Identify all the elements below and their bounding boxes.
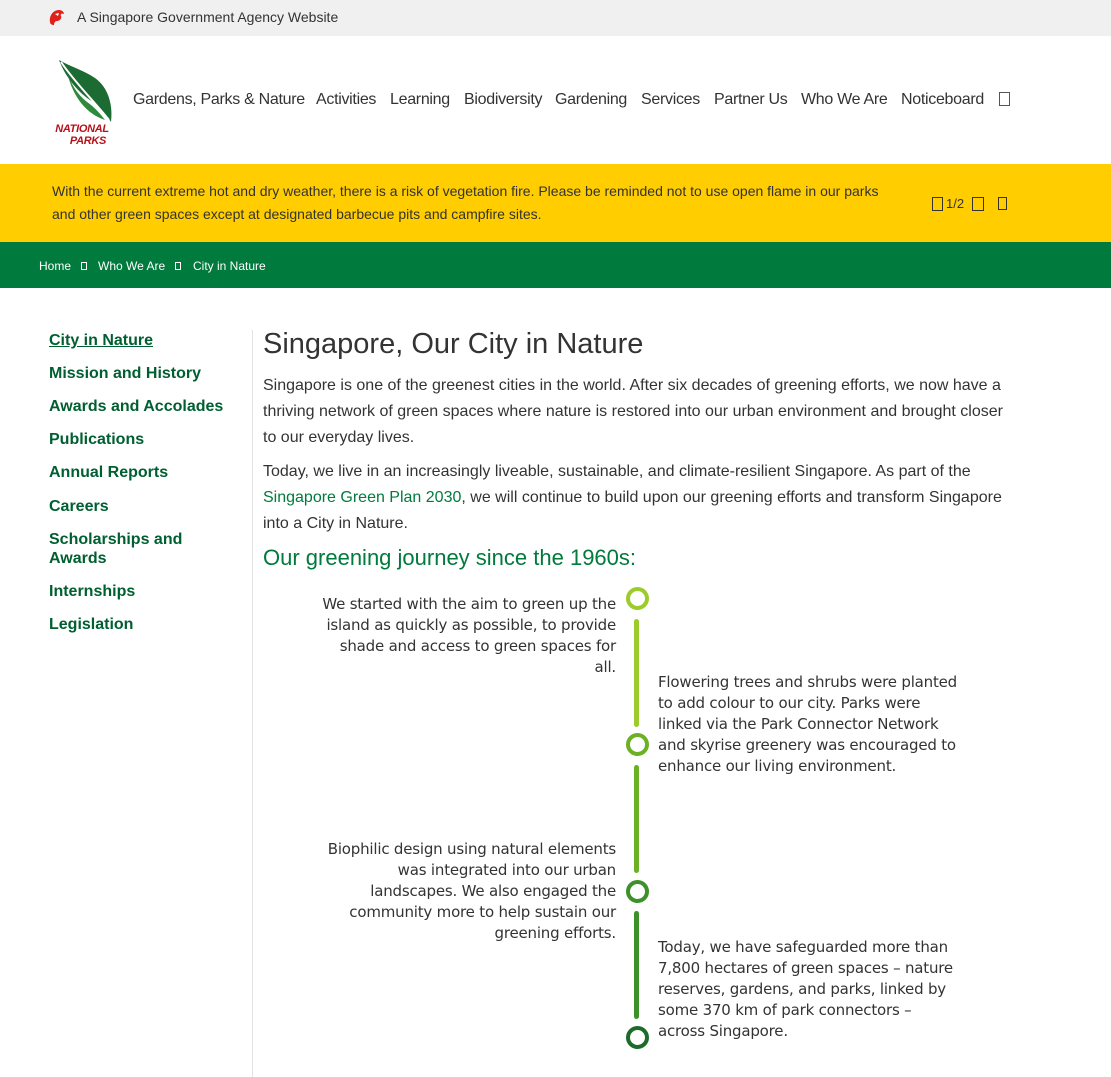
masthead-text: A Singapore Government Agency Website [77, 9, 339, 25]
alert-banner [0, 164, 1111, 242]
logo-text-line1: NATIONAL [55, 123, 109, 135]
breadcrumb-current: City in Nature [193, 259, 266, 273]
sidebar-item-annual-reports[interactable]: Annual Reports [49, 464, 169, 481]
greening-timeline [263, 585, 1011, 1055]
timeline-segment [634, 619, 639, 727]
journey-subtitle: Our greening journey since the 1960s: [263, 545, 637, 570]
intro-paragraph: Singapore is one of the greenest cities in the world. After six decades of greening efforts, we now have a thriving network of green spaces where nature is restored into our urban environment and brought closer to our everyday lives. [263, 377, 1003, 446]
sidebar-item-awards-and-accolades[interactable]: Awards and Accolades [49, 398, 224, 415]
green-plan-link[interactable]: Singapore Green Plan 2030 [263, 489, 462, 506]
breadcrumb-home[interactable]: Home [39, 259, 72, 273]
breadcrumb-who-we-are[interactable]: Who We Are [98, 259, 166, 273]
breadcrumb [0, 242, 1111, 288]
timeline-item-2: Flowering trees and shrubs were planted to add colour to our city. Parks were linked via the Park Connector Network and skyrise greenery was encouraged to enhance our living environment. [658, 673, 957, 775]
government-masthead [0, 0, 1111, 36]
sidebar-item-legislation[interactable]: Legislation [49, 616, 134, 633]
green-plan-paragraph [263, 459, 1008, 537]
logo-text-line2: PARKS [69, 135, 107, 147]
alert-prev-icon[interactable] [932, 197, 943, 211]
search-icon[interactable] [999, 92, 1010, 106]
alert-next-icon[interactable] [972, 197, 984, 211]
alert-counter: 1/2 [946, 196, 965, 211]
lion-head-icon [47, 8, 65, 26]
timeline-item-1: We started with the aim to green up the island as quickly as possible, to provide shade and access to green spaces for all. [322, 595, 616, 676]
timeline-segment [634, 765, 639, 873]
nav-item-biodiversity[interactable]: Biodiversity [464, 91, 543, 108]
paragraph-text-start: Today, we live in an increasingly liveable, sustainable, and climate-resilient Singapore. As part of the [263, 463, 971, 480]
sidebar-item-mission-and-history[interactable]: Mission and History [49, 365, 202, 382]
sidebar-item-internships[interactable]: Internships [49, 583, 136, 600]
sidebar-item-city-in-nature[interactable]: City in Nature [49, 332, 154, 349]
alert-close-icon[interactable] [998, 197, 1007, 210]
timeline-item-3: Biophilic design using natural elements was integrated into our urban landscapes. We also engaged the community more to help sustain our greening efforts. [327, 840, 616, 942]
nav-item-services[interactable]: Services [641, 91, 700, 108]
nav-item-learning[interactable]: Learning [390, 91, 450, 108]
chevron-right-icon [81, 262, 87, 270]
timeline-node [626, 1026, 649, 1049]
nav-item-noticeboard[interactable]: Noticeboard [901, 91, 984, 108]
timeline-item-4: Today, we have safeguarded more than 7,800 hectares of green spaces – nature reserves, gardens, and parks, linked by some 370 km of park connectors – across Singapore. [658, 938, 953, 1040]
nav-item-partner-us[interactable]: Partner Us [714, 91, 788, 108]
nav-item-activities[interactable]: Activities [316, 91, 377, 108]
nav-item-gardening[interactable]: Gardening [555, 91, 628, 108]
timeline-node [626, 880, 649, 903]
paragraph-text-end: , we will continue to build upon our greening efforts and transform Singapore into a City in Nature. [263, 489, 1002, 532]
sidebar-divider [252, 330, 253, 1077]
alert-message: With the current extreme hot and dry weather, there is a risk of vegetation fire. Please be reminded not to use open flame in our parks and other green spaces except at designated barbecue pits and campfire sites. [52, 183, 879, 222]
leaf-logo-icon [55, 58, 117, 124]
timeline-node [626, 733, 649, 756]
site-header [0, 36, 1111, 164]
page-title: Singapore, Our City in Nature [263, 328, 644, 360]
timeline-segment [634, 911, 639, 1019]
sidebar-item-publications[interactable]: Publications [49, 431, 145, 448]
sidebar-item-scholarships-and-awards[interactable]: Scholarships and Awards [49, 531, 183, 567]
timeline-node [626, 587, 649, 610]
national-parks-logo[interactable] [49, 58, 119, 150]
nav-item-who-we-are[interactable]: Who We Are [801, 91, 888, 108]
chevron-right-icon [175, 262, 181, 270]
nav-item-gardens-parks-nature[interactable]: Gardens, Parks & Nature [133, 91, 305, 108]
sidebar-item-careers[interactable]: Careers [49, 498, 109, 515]
